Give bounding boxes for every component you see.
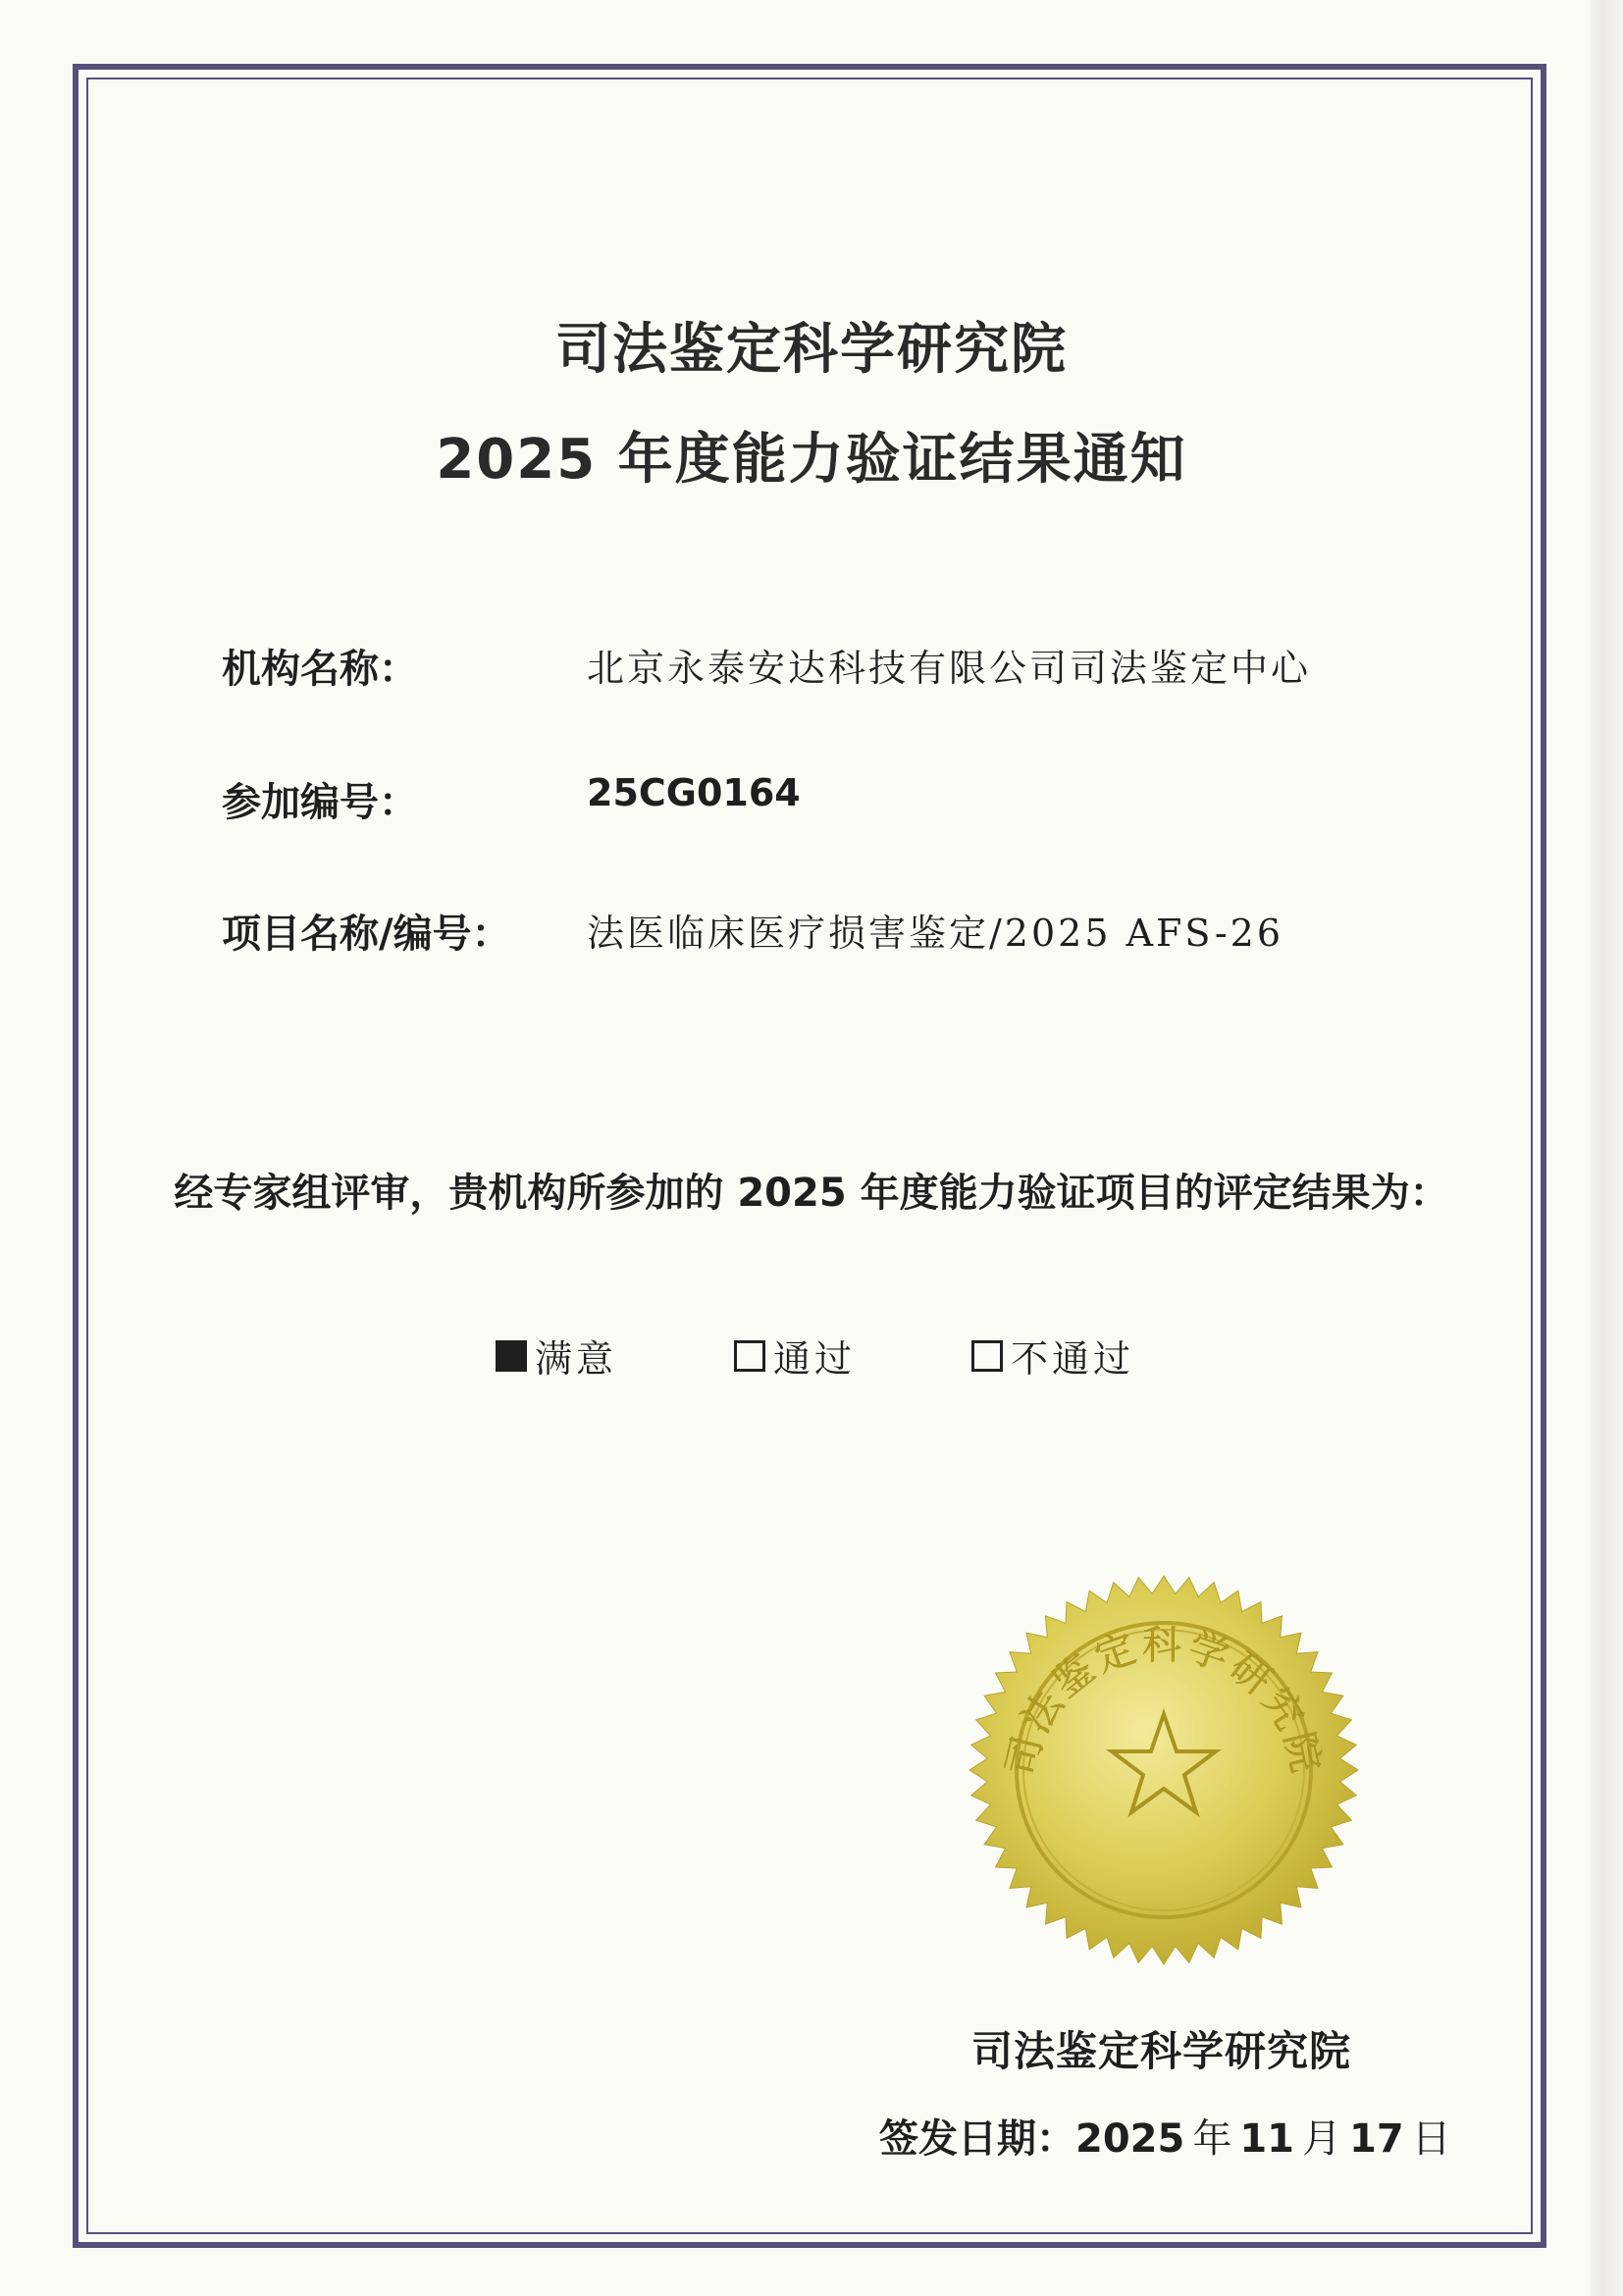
result-options (0, 1329, 1623, 1387)
issuer-name: 司法鉴定科学研究院 (971, 2027, 1352, 2075)
evaluation-statement: 经专家组评审，贵机构所参加的 2025 年度能力验证项目的评定结果为： (174, 1171, 1449, 1216)
year-unit: 年 (1192, 2116, 1232, 2162)
seal-text: 司法鉴定科学研究院 (998, 1622, 1330, 1781)
project-label: 项目名称/编号： (222, 912, 511, 957)
issue-year: 2025 (1075, 2116, 1185, 2162)
issue-month: 11 (1239, 2116, 1294, 2162)
option-pass (734, 1329, 856, 1383)
notice-title: 2025 年度能力验证结果通知 (436, 428, 1187, 492)
day-unit: 日 (1411, 2116, 1451, 2162)
issue-day: 17 (1349, 2116, 1404, 2162)
unchecked-box-icon (971, 1340, 1003, 1372)
gold-seal-icon (968, 1574, 1360, 1966)
project-value: 法医临床医疗损害鉴定/2025 AFS-26 (587, 912, 1284, 955)
issue-date (879, 2108, 1459, 2164)
checked-box-icon (496, 1340, 527, 1372)
org-name-value: 北京永泰安达科技有限公司司法鉴定中心 (587, 647, 1312, 690)
unchecked-box-icon (734, 1340, 765, 1372)
issue-date-label: 签发日期： (879, 2116, 1075, 2162)
option-label: 满意 (535, 1337, 618, 1381)
institute-title: 司法鉴定科学研究院 (555, 318, 1068, 382)
option-fail (971, 1329, 1134, 1383)
option-label: 不通过 (1011, 1337, 1135, 1381)
participant-id-label: 参加编号： (222, 780, 418, 825)
month-unit: 月 (1302, 2116, 1341, 2162)
org-name-label: 机构名称： (222, 647, 418, 692)
option-satisfactory (496, 1329, 617, 1383)
participant-id-value: 25CG0164 (587, 771, 801, 814)
option-label: 通过 (773, 1337, 857, 1381)
